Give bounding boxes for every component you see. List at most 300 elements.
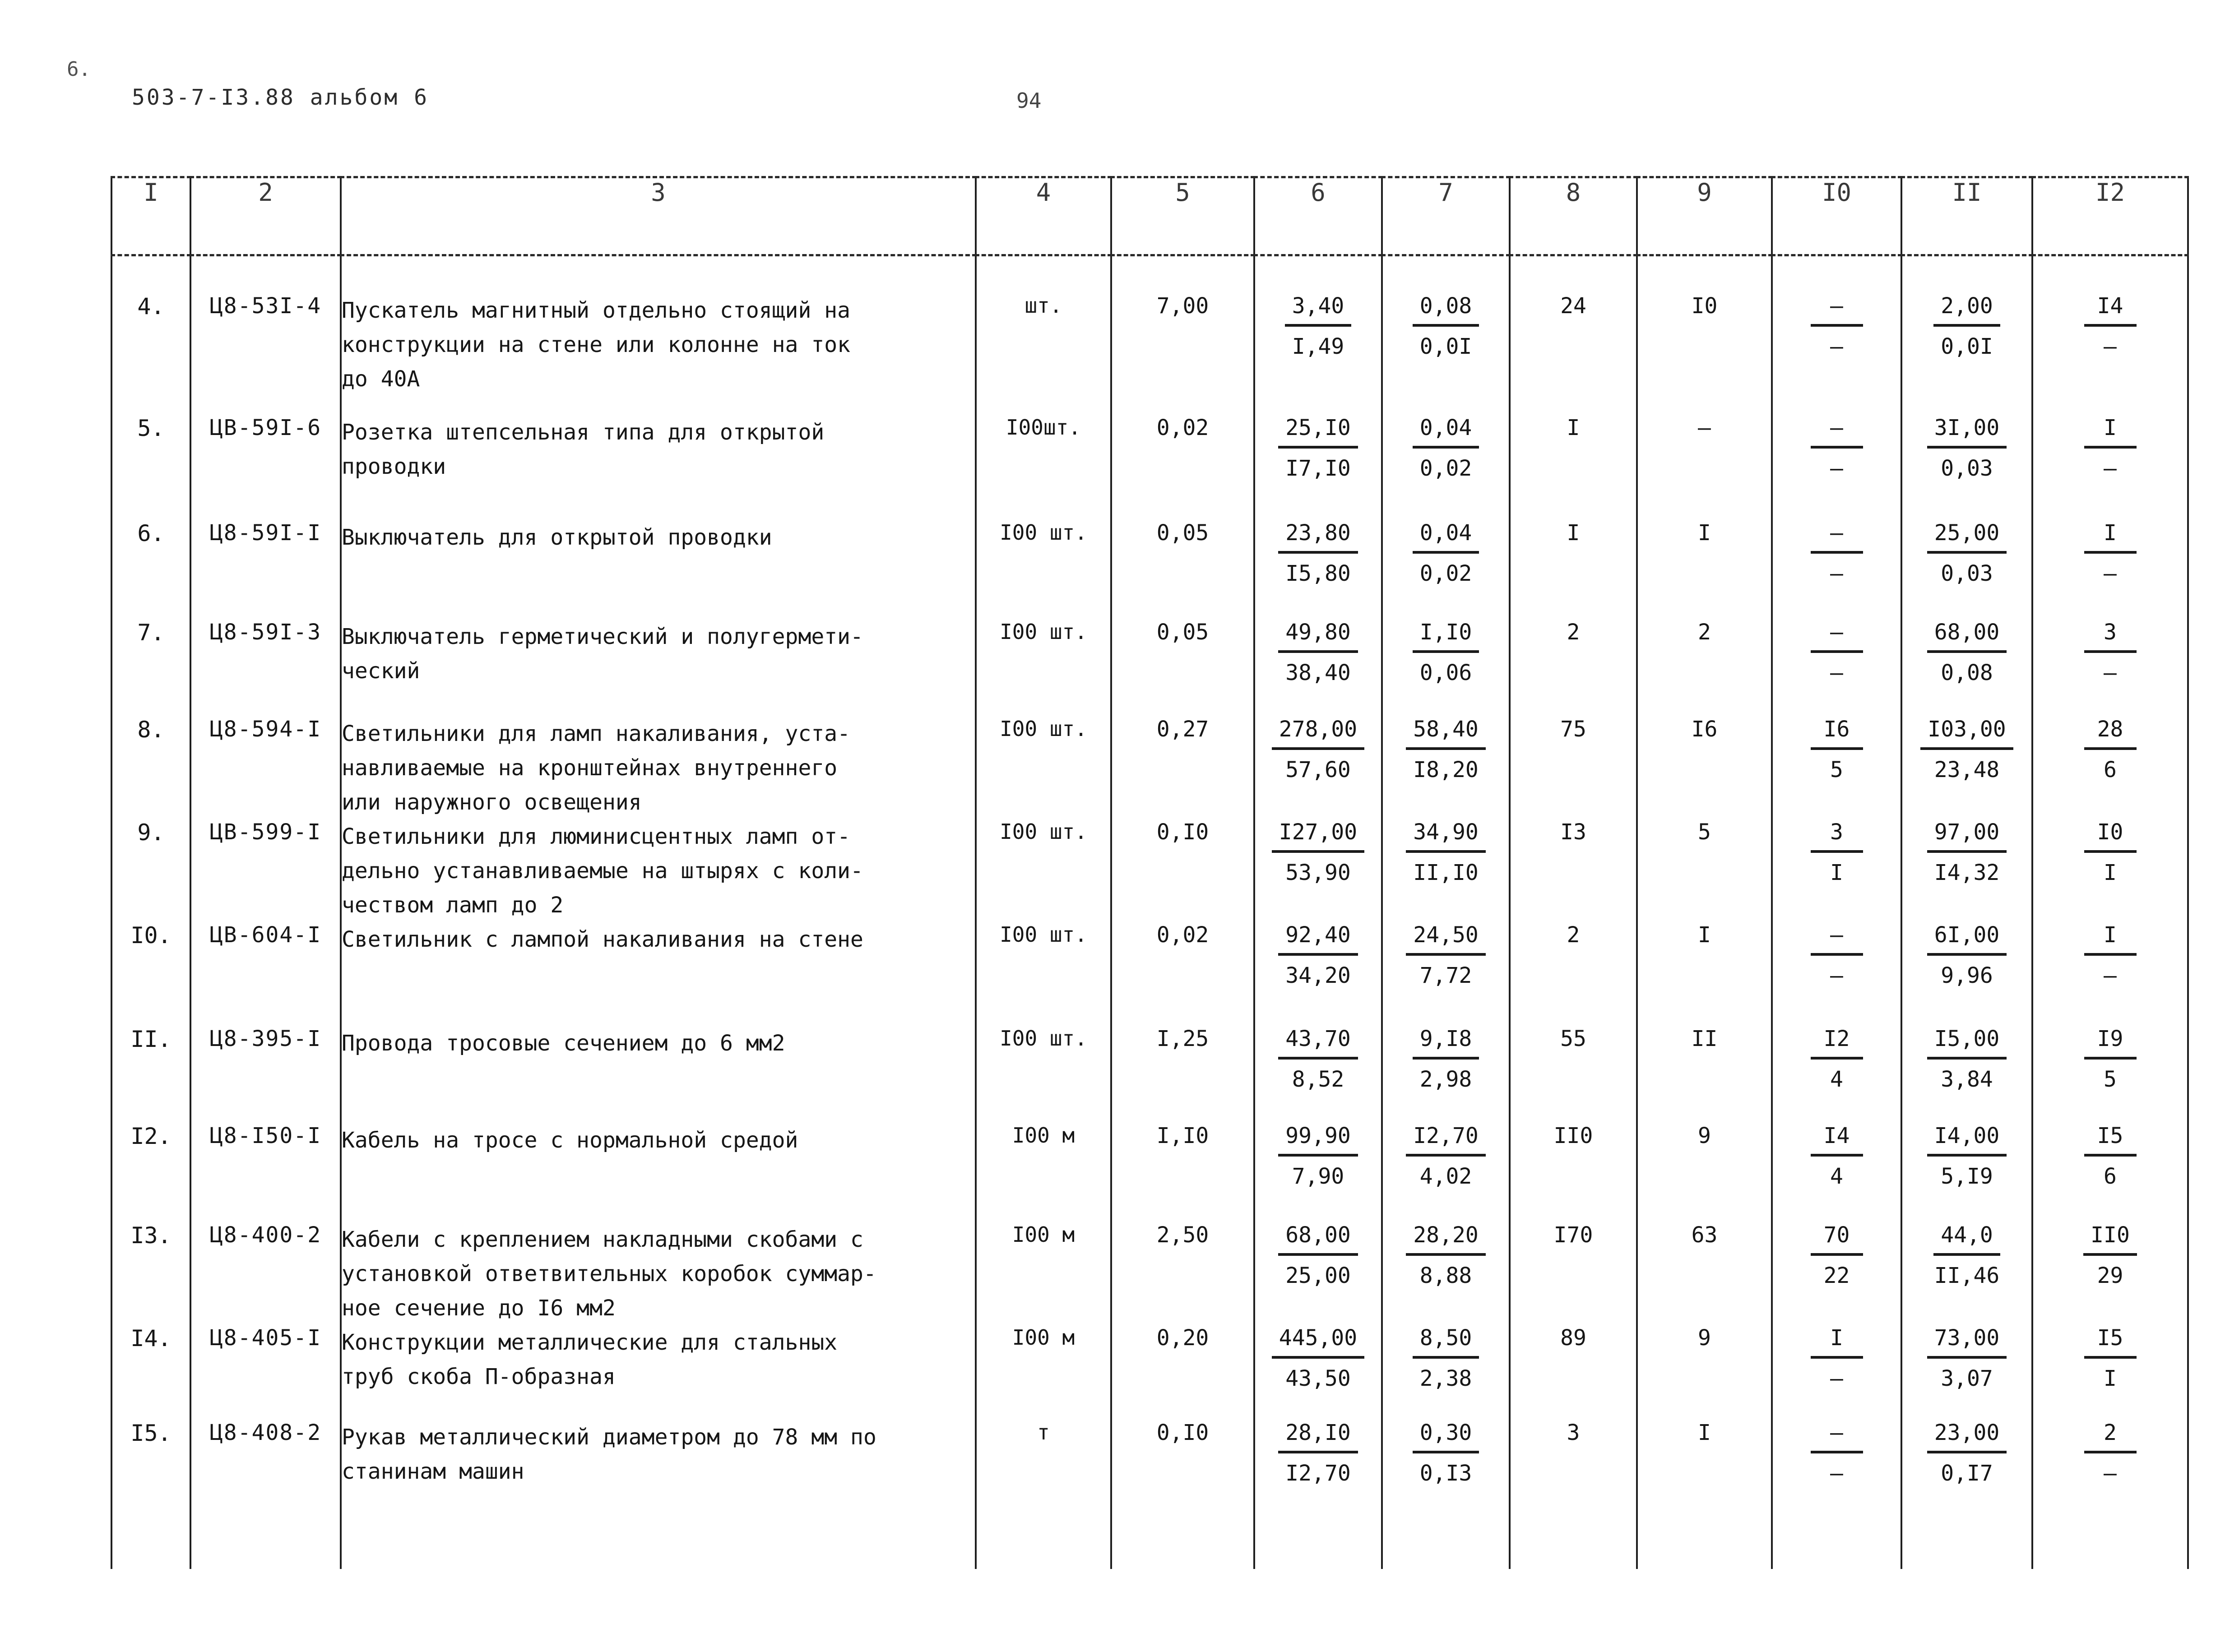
fraction-value <box>1773 1420 1901 1486</box>
table-row <box>111 520 2188 620</box>
fraction-bottom-value: 0,03 <box>1941 456 1993 481</box>
fraction-top-value: — <box>1811 922 1863 956</box>
document-reference: 503-7-I3.88 альбом 6 <box>132 85 429 110</box>
value-cell <box>1510 922 1637 1026</box>
value-cell <box>1637 620 1772 717</box>
cell-value: I <box>1567 415 1580 440</box>
value-cell <box>1111 396 1254 520</box>
fraction-value <box>1255 717 1381 782</box>
fraction-bottom-value: I5,80 <box>1285 561 1351 586</box>
fraction-top-value: I5 <box>2084 1123 2137 1157</box>
cell-value: 24 <box>1560 293 1586 319</box>
fraction-value <box>2033 1420 2187 1486</box>
fraction-bottom-value: 0,I7 <box>1941 1461 1993 1486</box>
fraction-bottom-value: 25,00 <box>1285 1263 1351 1288</box>
fraction-top-value: 70 <box>1811 1222 1863 1256</box>
value-cell <box>1111 1026 1254 1123</box>
table-body <box>111 255 2188 1569</box>
fraction-cell <box>1772 1325 1901 1420</box>
description-line: Кабели с креплением накладными скобами с <box>342 1227 863 1252</box>
fraction-cell <box>2032 1222 2188 1325</box>
fraction-value <box>1902 717 2031 782</box>
fraction-value <box>2033 1026 2187 1092</box>
fraction-cell <box>1901 620 2032 717</box>
description-line: Рукав металлический диаметром до 78 мм по <box>342 1425 876 1450</box>
fraction-cell <box>1772 1026 1901 1123</box>
fraction-top-value: 278,00 <box>1272 717 1364 750</box>
fraction-cell <box>1254 255 1382 397</box>
fraction-bottom-value: — <box>2104 561 2117 586</box>
fraction-value <box>1255 1420 1381 1486</box>
unit-cell: I00 м <box>976 1325 1111 1420</box>
cell-value: 55 <box>1560 1026 1586 1051</box>
column-header-10: I0 <box>1772 177 1901 255</box>
fraction-top-value: 3,40 <box>1285 293 1352 327</box>
table-row <box>111 1123 2188 1222</box>
fraction-value <box>1383 415 1509 481</box>
fraction-cell <box>1254 1123 1382 1222</box>
cell-value: 2 <box>1567 620 1580 645</box>
fraction-cell <box>1254 922 1382 1026</box>
row-number-cell: I3. <box>111 1222 190 1325</box>
cell-value: I <box>1698 1420 1711 1445</box>
fraction-top-value: 3 <box>1811 819 1863 853</box>
code-cell: Ц8-395-I <box>190 1026 341 1123</box>
cell-value: 2,50 <box>1156 1222 1209 1248</box>
fraction-value <box>1902 1325 2031 1391</box>
cell-value: 63 <box>1691 1222 1718 1248</box>
column-header-4: 4 <box>976 177 1111 255</box>
value-cell <box>1510 1420 1637 1569</box>
code-cell: Ц8-400-2 <box>190 1222 341 1325</box>
fraction-value <box>1773 1123 1901 1189</box>
fraction-top-value: 0,04 <box>1413 415 1479 449</box>
fraction-cell <box>1772 1123 1901 1222</box>
fraction-cell <box>2032 1325 2188 1420</box>
unit-cell: I00 шт. <box>976 819 1111 922</box>
value-cell <box>1510 1123 1637 1222</box>
fraction-value <box>1773 1222 1901 1288</box>
code-cell: ЦВ-59I-6 <box>190 396 341 520</box>
fraction-value <box>1902 620 2031 685</box>
value-cell <box>1510 1325 1637 1420</box>
fraction-bottom-value: I4,32 <box>1934 860 2000 885</box>
cell-value: 2 <box>1698 620 1711 645</box>
value-cell <box>1111 819 1254 922</box>
cell-value: 0,I0 <box>1156 819 1209 845</box>
fraction-value <box>1383 1123 1509 1189</box>
column-header-1: I <box>111 177 190 255</box>
fraction-top-value: 73,00 <box>1927 1325 2007 1359</box>
row-number-cell: 7. <box>111 620 190 717</box>
fraction-value <box>1383 293 1509 359</box>
column-header-12: I2 <box>2032 177 2188 255</box>
fraction-top-value: — <box>1811 620 1863 653</box>
fraction-top-value: 24,50 <box>1406 922 1486 956</box>
description-line: станинам машин <box>342 1459 524 1484</box>
description-line: конструкции на стене или колонне на ток <box>342 332 851 357</box>
fraction-top-value: 28 <box>2084 717 2137 750</box>
table-row <box>111 255 2188 397</box>
page-number: 94 <box>1016 88 1042 113</box>
cell-value: I0 <box>1691 293 1718 319</box>
fraction-bottom-value: 6 <box>2104 1164 2117 1189</box>
fraction-cell <box>2032 1420 2188 1569</box>
fraction-top-value: II0 <box>2083 1222 2137 1256</box>
unit-cell: I00 шт. <box>976 620 1111 717</box>
fraction-top-value: 3I,00 <box>1927 415 2007 449</box>
table-row <box>111 1222 2188 1325</box>
sheet-corner-mark: 6. <box>67 58 91 81</box>
fraction-cell <box>2032 620 2188 717</box>
fraction-cell <box>1254 1222 1382 1325</box>
fraction-value <box>1773 819 1901 885</box>
fraction-top-value: 3 <box>2084 620 2137 653</box>
fraction-bottom-value: II,46 <box>1934 1263 2000 1288</box>
fraction-bottom-value: 5 <box>2104 1067 2117 1092</box>
fraction-top-value: I6 <box>1811 717 1863 750</box>
fraction-bottom-value: 43,50 <box>1285 1366 1351 1391</box>
description-cell <box>341 922 976 1026</box>
fraction-cell <box>2032 396 2188 520</box>
description-cell <box>341 520 976 620</box>
fraction-value <box>1383 717 1509 782</box>
column-header-11: II <box>1901 177 2032 255</box>
cell-value: 0,02 <box>1156 415 1209 440</box>
fraction-value <box>2033 922 2187 988</box>
unit-cell: I00 шт. <box>976 520 1111 620</box>
fraction-bottom-value: 4 <box>1830 1067 1843 1092</box>
description-line: Выключатель герметический и полугермети- <box>342 624 863 649</box>
code-cell: Ц8-I50-I <box>190 1123 341 1222</box>
fraction-cell <box>1901 922 2032 1026</box>
fraction-value <box>1773 415 1901 481</box>
description-line: Светильники для ламп накаливания, уста- <box>342 721 851 746</box>
fraction-bottom-value: — <box>2104 660 2117 685</box>
row-number-cell: 9. <box>111 819 190 922</box>
description-line: чеством ламп до 2 <box>342 893 564 918</box>
row-number-cell: I2. <box>111 1123 190 1222</box>
fraction-value <box>2033 1222 2187 1288</box>
value-cell <box>1637 922 1772 1026</box>
fraction-value <box>1255 1026 1381 1092</box>
fraction-bottom-value: 4,02 <box>1419 1164 1472 1189</box>
table-row <box>111 819 2188 922</box>
fraction-cell <box>1901 819 2032 922</box>
description-cell <box>341 255 976 397</box>
value-cell <box>1637 520 1772 620</box>
fraction-cell <box>1254 1026 1382 1123</box>
table-row <box>111 717 2188 819</box>
fraction-cell <box>1382 1026 1510 1123</box>
fraction-value <box>1902 1222 2031 1288</box>
table-row <box>111 396 2188 520</box>
cell-value: I <box>1567 520 1580 546</box>
value-cell <box>1510 1222 1637 1325</box>
description-line: Кабель на тросе с нормальной средой <box>342 1128 798 1153</box>
fraction-top-value: 9,I8 <box>1413 1026 1479 1060</box>
fraction-value <box>1773 620 1901 685</box>
fraction-cell <box>1382 520 1510 620</box>
fraction-bottom-value: 4 <box>1830 1164 1843 1189</box>
table-header-row <box>111 177 2188 255</box>
fraction-value <box>1902 415 2031 481</box>
fraction-top-value: I2 <box>1811 1026 1863 1060</box>
description-line: установкой ответвительных коробок суммар- <box>342 1261 876 1286</box>
fraction-top-value: — <box>1811 293 1863 327</box>
fraction-cell <box>1382 1420 1510 1569</box>
fraction-value <box>1255 415 1381 481</box>
row-number-cell: 5. <box>111 396 190 520</box>
cell-value: 0,05 <box>1156 620 1209 645</box>
fraction-bottom-value: 6 <box>2104 757 2117 782</box>
cell-value: I3 <box>1560 819 1586 845</box>
fraction-value <box>1383 819 1509 885</box>
fraction-top-value: I,I0 <box>1413 620 1479 653</box>
value-cell <box>1637 396 1772 520</box>
fraction-bottom-value: I <box>1830 860 1843 885</box>
unit-cell: шт. <box>976 255 1111 397</box>
cell-value: 9 <box>1698 1325 1711 1351</box>
fraction-top-value: 97,00 <box>1927 819 2007 853</box>
fraction-cell <box>2032 520 2188 620</box>
fraction-bottom-value: 0,0I <box>1941 334 1993 359</box>
value-cell <box>1510 520 1637 620</box>
code-cell: Ц8-59I-I <box>190 520 341 620</box>
row-number-cell: 4. <box>111 255 190 397</box>
unit-cell: I00 шт. <box>976 922 1111 1026</box>
fraction-top-value: 99,90 <box>1278 1123 1358 1157</box>
unit-cell: т <box>976 1420 1111 1569</box>
fraction-bottom-value: — <box>2104 456 2117 481</box>
fraction-bottom-value: 29 <box>2097 1263 2123 1288</box>
fraction-bottom-value: I <box>2104 860 2117 885</box>
fraction-bottom-value: I,49 <box>1292 334 1344 359</box>
fraction-cell <box>1772 396 1901 520</box>
value-cell <box>1111 1325 1254 1420</box>
value-cell <box>1111 717 1254 819</box>
cell-value: I6 <box>1691 717 1718 742</box>
fraction-cell <box>1901 520 2032 620</box>
fraction-cell <box>1382 1325 1510 1420</box>
fraction-value <box>1383 520 1509 586</box>
fraction-cell <box>2032 922 2188 1026</box>
fraction-value <box>1773 1026 1901 1092</box>
fraction-top-value: I0 <box>2084 819 2137 853</box>
description-line: ческий <box>342 658 420 684</box>
fraction-value <box>1255 1123 1381 1189</box>
unit-cell: I00 м <box>976 1222 1111 1325</box>
fraction-value <box>1383 1325 1509 1391</box>
cell-value: 9 <box>1698 1123 1711 1148</box>
value-cell <box>1111 1123 1254 1222</box>
description-cell <box>341 1123 976 1222</box>
description-cell <box>341 1222 976 1325</box>
fraction-cell <box>1901 1123 2032 1222</box>
fraction-bottom-value: 9,96 <box>1941 963 1993 988</box>
fraction-value <box>1902 1123 2031 1189</box>
column-header-9: 9 <box>1637 177 1772 255</box>
fraction-cell <box>1254 520 1382 620</box>
description-line: или наружного освещения <box>342 790 642 815</box>
row-number-cell: I0. <box>111 922 190 1026</box>
value-cell <box>1637 819 1772 922</box>
fraction-bottom-value: 7,90 <box>1292 1164 1344 1189</box>
fraction-top-value: I5,00 <box>1927 1026 2007 1060</box>
fraction-bottom-value: 8,88 <box>1419 1263 1472 1288</box>
fraction-top-value: I <box>2084 520 2137 554</box>
fraction-top-value: I <box>2084 922 2137 956</box>
fraction-top-value: I <box>2084 415 2137 449</box>
fraction-cell <box>1772 520 1901 620</box>
fraction-bottom-value: 38,40 <box>1285 660 1351 685</box>
fraction-bottom-value: I8,20 <box>1413 757 1479 782</box>
fraction-cell <box>1382 1222 1510 1325</box>
fraction-value <box>2033 520 2187 586</box>
fraction-top-value: I5 <box>2084 1325 2137 1359</box>
table-row <box>111 1026 2188 1123</box>
cell-value: 2 <box>1567 922 1580 948</box>
fraction-value <box>1773 922 1901 988</box>
fraction-cell <box>1901 255 2032 397</box>
fraction-value <box>2033 1325 2187 1391</box>
description-line: труб скоба П-образная <box>342 1364 616 1389</box>
fraction-bottom-value: 5 <box>1830 757 1843 782</box>
fraction-top-value: I03,00 <box>1920 717 2013 750</box>
cell-value: 75 <box>1560 717 1586 742</box>
fraction-top-value: 23,80 <box>1278 520 1358 554</box>
fraction-value <box>2033 1123 2187 1189</box>
code-cell: Ц8-405-I <box>190 1325 341 1420</box>
fraction-top-value: 92,40 <box>1278 922 1358 956</box>
fraction-top-value: I4,00 <box>1927 1123 2007 1157</box>
description-cell <box>341 1420 976 1569</box>
fraction-value <box>1383 1026 1509 1092</box>
fraction-cell <box>2032 819 2188 922</box>
fraction-value <box>1773 520 1901 586</box>
description-cell <box>341 1325 976 1420</box>
fraction-cell <box>1382 1123 1510 1222</box>
fraction-value <box>1902 1420 2031 1486</box>
fraction-cell <box>1772 620 1901 717</box>
fraction-bottom-value: — <box>1830 1461 1843 1486</box>
cell-value: 89 <box>1560 1325 1586 1351</box>
fraction-cell <box>1382 396 1510 520</box>
fraction-cell <box>2032 255 2188 397</box>
fraction-cell <box>2032 1123 2188 1222</box>
value-cell <box>1111 520 1254 620</box>
fraction-bottom-value: 0,I3 <box>1419 1461 1472 1486</box>
fraction-value <box>1902 293 2031 359</box>
unit-cell: I00шт. <box>976 396 1111 520</box>
fraction-cell <box>1772 1222 1901 1325</box>
value-cell <box>1637 255 1772 397</box>
fraction-cell <box>1254 819 1382 922</box>
fraction-bottom-value: 0,06 <box>1419 660 1472 685</box>
description-line: Конструкции металлические для стальных <box>342 1330 838 1355</box>
fraction-bottom-value: — <box>1830 1366 1843 1391</box>
unit-cell: I00 м <box>976 1123 1111 1222</box>
fraction-value <box>1773 1325 1901 1391</box>
fraction-cell <box>1254 620 1382 717</box>
fraction-top-value: 0,04 <box>1413 520 1479 554</box>
fraction-cell <box>1382 922 1510 1026</box>
fraction-value <box>1255 620 1381 685</box>
fraction-top-value: — <box>1811 1420 1863 1453</box>
fraction-bottom-value: 0,03 <box>1941 561 1993 586</box>
fraction-top-value: 28,20 <box>1406 1222 1486 1256</box>
cell-value: 0,02 <box>1156 922 1209 948</box>
fraction-cell <box>1382 255 1510 397</box>
value-cell <box>1111 1222 1254 1325</box>
fraction-top-value: 49,80 <box>1278 620 1358 653</box>
cell-value: I <box>1698 520 1711 546</box>
fraction-cell <box>1772 717 1901 819</box>
cell-value: 0,27 <box>1156 717 1209 742</box>
fraction-top-value: 43,70 <box>1278 1026 1358 1060</box>
fraction-bottom-value: 34,20 <box>1285 963 1351 988</box>
description-line: Пускатель магнитный отдельно стоящий на <box>342 298 851 323</box>
cell-value: 0,I0 <box>1156 1420 1209 1445</box>
fraction-cell <box>1382 620 1510 717</box>
description-cell <box>341 717 976 819</box>
fraction-cell <box>1382 717 1510 819</box>
code-cell: Ц8-408-2 <box>190 1420 341 1569</box>
fraction-top-value: 28,I0 <box>1278 1420 1358 1453</box>
fraction-bottom-value: 0,0I <box>1419 334 1472 359</box>
table-row <box>111 620 2188 717</box>
fraction-bottom-value: — <box>1830 660 1843 685</box>
cell-value: I,I0 <box>1156 1123 1209 1148</box>
fraction-value <box>1902 1026 2031 1092</box>
fraction-bottom-value: 3,07 <box>1941 1366 1993 1391</box>
value-cell <box>1111 922 1254 1026</box>
fraction-value <box>1902 819 2031 885</box>
fraction-top-value: 6I,00 <box>1927 922 2007 956</box>
cell-value: II <box>1691 1026 1718 1051</box>
fraction-top-value: I4 <box>2084 293 2137 327</box>
fraction-value <box>2033 415 2187 481</box>
fraction-bottom-value: 2,38 <box>1419 1366 1472 1391</box>
cell-value: I <box>1698 922 1711 948</box>
fraction-top-value: I9 <box>2084 1026 2137 1060</box>
fraction-cell <box>1901 1026 2032 1123</box>
fraction-value <box>1255 819 1381 885</box>
fraction-top-value: I27,00 <box>1272 819 1364 853</box>
fraction-bottom-value: 57,60 <box>1285 757 1351 782</box>
description-cell <box>341 620 976 717</box>
value-cell <box>1510 717 1637 819</box>
fraction-top-value: 0,30 <box>1413 1420 1479 1453</box>
fraction-bottom-value: — <box>1830 963 1843 988</box>
code-cell: ЦВ-599-I <box>190 819 341 922</box>
column-header-7: 7 <box>1382 177 1510 255</box>
fraction-value <box>1902 922 2031 988</box>
value-cell <box>1510 620 1637 717</box>
fraction-top-value: I4 <box>1811 1123 1863 1157</box>
fraction-bottom-value: 53,90 <box>1285 860 1351 885</box>
fraction-bottom-value: — <box>2104 963 2117 988</box>
row-number-cell: I4. <box>111 1325 190 1420</box>
fraction-value <box>2033 819 2187 885</box>
fraction-top-value: 25,00 <box>1927 520 2007 554</box>
fraction-value <box>2033 293 2187 359</box>
description-cell <box>341 1026 976 1123</box>
fraction-cell <box>1901 1325 2032 1420</box>
fraction-bottom-value: 0,08 <box>1941 660 1993 685</box>
fraction-top-value: 25,I0 <box>1278 415 1358 449</box>
cell-value: — <box>1698 415 1711 440</box>
